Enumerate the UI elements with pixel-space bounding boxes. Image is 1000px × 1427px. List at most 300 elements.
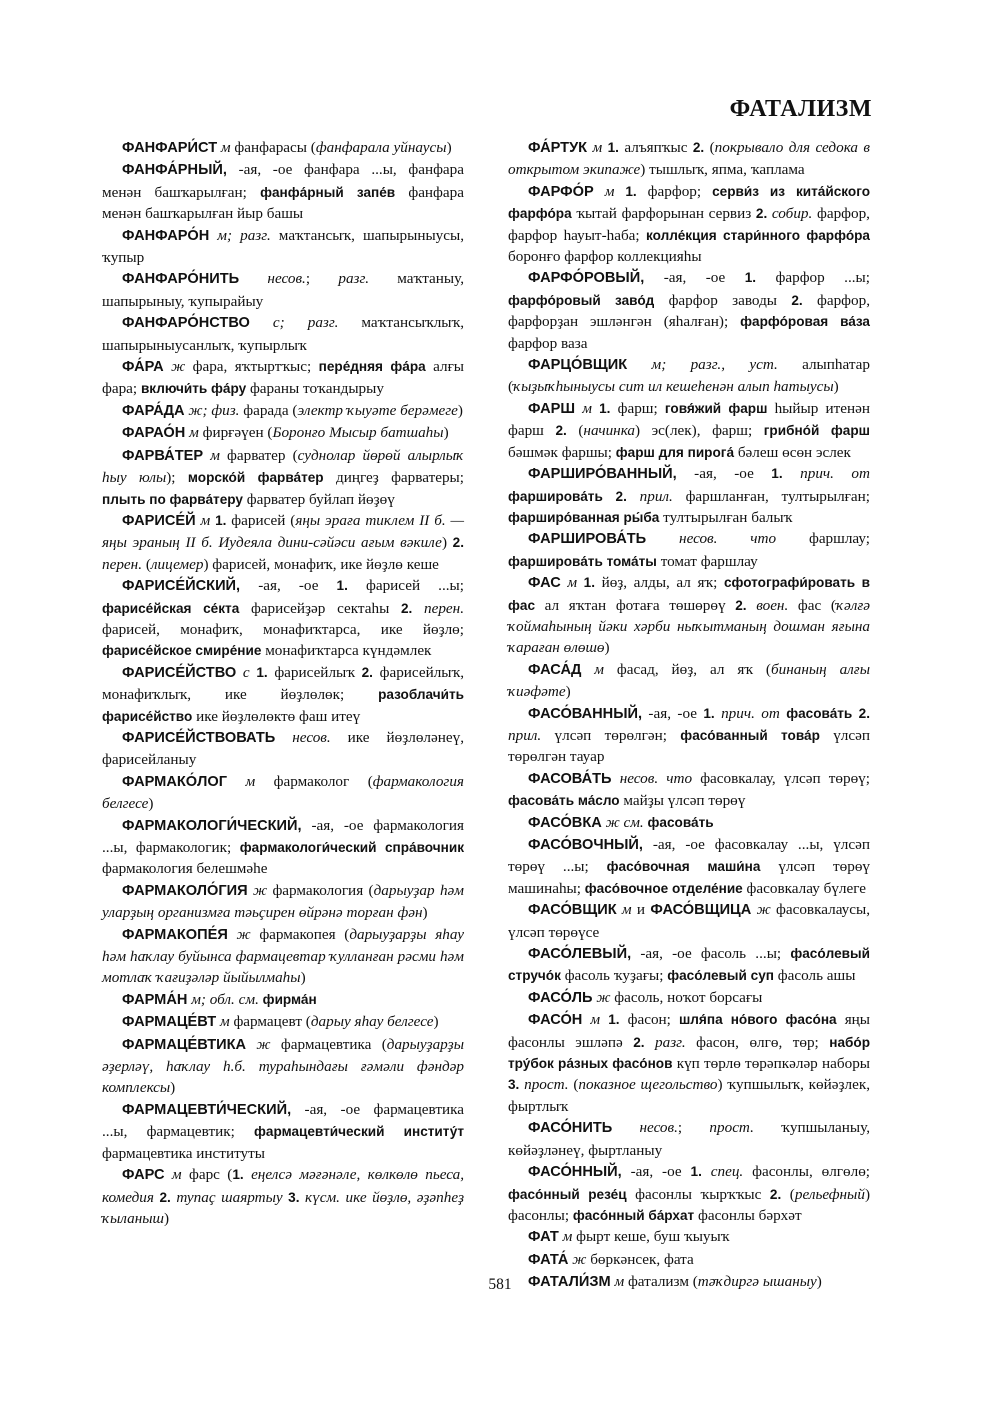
italic-label: фанфарала уйнаусы xyxy=(315,139,447,156)
dictionary-entry xyxy=(508,703,870,768)
headword: ФАСО́ЛЕВЫЙ, xyxy=(528,946,632,963)
italic-label: күсм. ике йөҙлө, әҙәпһеҙ ҡыланыш xyxy=(102,1188,465,1227)
italic-label: показное щегольство xyxy=(578,1076,718,1094)
bold-phrase: 2. xyxy=(400,600,413,616)
dictionary-entry xyxy=(508,267,870,354)
italic-label: прич. от xyxy=(721,704,780,722)
bold-phrase: фасо́левый стручо́к xyxy=(508,946,870,984)
entry-text xyxy=(227,773,245,790)
entry-text: -ая, -ое фанфара ...ы, фанфара менән башҡарылған; xyxy=(102,161,464,201)
italic-label: м; разг. xyxy=(217,226,271,244)
italic-label: м xyxy=(219,1013,230,1031)
bold-phrase: фанфа́рный запе́в xyxy=(260,184,396,200)
headword: ФАРМАКОПЕ́Я xyxy=(122,926,228,943)
entry-text: ) xyxy=(446,139,452,156)
entry-text: фасоль ҡуҙағы; xyxy=(560,967,668,985)
headword: ФАРС xyxy=(122,1167,165,1184)
entry-text: алғы фара; xyxy=(102,358,464,398)
entry-text: фараны тоҡандырыу xyxy=(246,380,384,398)
headword: ФАСО́ВЩИК xyxy=(528,902,617,919)
dictionary-entry xyxy=(508,463,870,528)
entry-text: боронғо фарфор коллекцияһы xyxy=(508,248,702,266)
headword: ФАТА́ xyxy=(528,1251,569,1268)
italic-label: перен. xyxy=(424,599,465,617)
headword: ФАНФА́РНЫЙ, xyxy=(122,162,227,179)
entry-text xyxy=(627,488,640,505)
italic-label: ж xyxy=(572,1250,587,1268)
dictionary-entry xyxy=(508,987,870,1009)
entry-text: фарш; xyxy=(610,399,665,417)
entry-text xyxy=(645,1034,655,1051)
entry-text xyxy=(612,1119,639,1136)
headword: ФАТ xyxy=(528,1229,559,1246)
entry-text: фасоль ашы xyxy=(773,967,856,985)
italic-label: м; разг., уст. xyxy=(651,356,778,374)
bold-phrase: пере́дняя фа́ра xyxy=(318,359,426,375)
dictionary-entry xyxy=(102,727,464,771)
entry-text: ) xyxy=(170,1079,176,1097)
entry-text: монафиҡтарса күндәмлек xyxy=(261,642,432,660)
italic-label: м xyxy=(594,660,604,678)
italic-label: электр ҡыуәте берәмеге xyxy=(297,401,458,419)
bold-phrase: фасова́ть xyxy=(786,705,853,721)
italic-label: дарыу яһау белгесе xyxy=(310,1013,434,1031)
entry-text: ) ҡупшылыҡ, көйәҙлек, фыртлыҡ xyxy=(508,1076,870,1115)
entry-text xyxy=(581,661,594,678)
italic-label: воен. xyxy=(756,596,789,614)
entry-text: ал яҡтан фотаға төшөрөү xyxy=(535,596,736,614)
entry-text: үлсәп төрөү машинаһы; xyxy=(508,858,871,897)
entry-text: ) фасонлы; xyxy=(508,1185,870,1224)
bold-phrase: фирма́н xyxy=(262,991,317,1007)
dictionary-entry xyxy=(102,356,464,400)
dictionary-entry xyxy=(102,662,464,727)
headword: ФАСО́ННЫЙ, xyxy=(528,1164,622,1181)
entry-text: ) xyxy=(441,534,453,552)
entry-text: ) xyxy=(148,795,154,813)
dictionary-entry xyxy=(508,398,870,463)
italic-label: собир. xyxy=(771,205,813,223)
italic-label: м xyxy=(567,574,578,592)
entry-text: фатализм ( xyxy=(624,1273,698,1291)
bold-phrase: фасо́нный ба́рхат xyxy=(572,1207,695,1223)
entry-text: -ая, -ое фармацевтика ...ы, фармацевтик; xyxy=(102,1100,464,1141)
italic-label: несов. xyxy=(267,270,306,288)
italic-label: спец. xyxy=(710,1163,744,1181)
entry-text: фасовкалау бүлеге xyxy=(742,879,867,897)
dictionary-entry xyxy=(102,989,464,1011)
entry-text: -ая, -ое xyxy=(621,1163,691,1181)
headword: ФАРАО́Н xyxy=(122,425,186,442)
headword: ФАРФО́Р xyxy=(528,183,594,200)
italic-label: Боронғо Мысыр батшаһы xyxy=(272,424,444,442)
italic-label: м xyxy=(604,182,615,200)
entry-text: тултырылған балыҡ xyxy=(659,508,793,526)
entry-text: маҡтаныу, шапырыныу, ҡупырайыу xyxy=(102,270,464,310)
headword: ФАРШИРОВА́ТЬ xyxy=(528,531,647,548)
dictionary-entry xyxy=(508,899,870,943)
entry-text: ( xyxy=(781,1185,795,1203)
entry-text xyxy=(600,1011,608,1028)
bold-phrase: 1. xyxy=(744,270,757,286)
entry-text: фармакопея ( xyxy=(250,925,350,943)
entry-text: фара, яҡтыртҡыс; xyxy=(185,358,319,376)
italic-label: м xyxy=(210,446,220,464)
entry-text: ) xyxy=(565,683,571,701)
entry-text: фасон; xyxy=(619,1011,679,1029)
entry-text: маҡтансыҡ, шапырыныусы, ҡупыр xyxy=(102,226,464,267)
italic-label: ж xyxy=(596,988,611,1006)
italic-label: тупаҫ шаяртыу xyxy=(176,1188,283,1206)
entry-text: ); xyxy=(166,469,188,487)
bold-phrase: 1. xyxy=(336,578,348,594)
entry-text xyxy=(246,1036,256,1053)
left-column xyxy=(102,137,464,1229)
entry-text: фарфор ...ы; xyxy=(756,269,870,287)
italic-label: разг. xyxy=(655,1033,686,1051)
entry-text xyxy=(164,358,171,375)
entry-text: үлсәп төрөлгән; xyxy=(541,726,681,744)
headword: ФАНФАРО́НИТЬ xyxy=(122,271,240,288)
entry-text: фасоль, ноҡот борсағы xyxy=(610,988,763,1006)
italic-label: м xyxy=(621,901,632,919)
bold-phrase: 2. xyxy=(452,535,465,551)
entry-text: фарисей, монафиҡ, монафиҡтарса, ике йөҙлө; xyxy=(102,620,464,638)
entry-text: фармацевт ( xyxy=(229,1013,311,1031)
dictionary-entry xyxy=(102,510,464,575)
entry-text: фарватер буйлап йөҙөү xyxy=(242,490,395,508)
headword: ФАНФАРО́НСТВО xyxy=(122,315,250,332)
headword: ФАРМАКОЛОГИ́ЧЕСКИЙ, xyxy=(122,817,302,834)
entry-text: йөҙ, алды, ал яҡ; xyxy=(595,574,724,592)
entry-text: фарисейлыҡ xyxy=(267,663,362,681)
headword: ФАНФАРО́Н xyxy=(122,227,210,244)
headword: ФАСО́ЛЬ xyxy=(528,989,593,1006)
entry-text: ) xyxy=(816,1273,822,1291)
entry-text: -ая, -ое xyxy=(676,465,772,483)
bold-phrase: фарфо́ровый заво́д xyxy=(508,292,655,308)
italic-label: м xyxy=(590,1011,601,1029)
italic-label: еңелсә мәғәнәле, көлкөлө пьеса, комедия xyxy=(102,1166,465,1206)
headword: ФАРМАКОЛО́ГИЯ xyxy=(122,882,248,899)
italic-label: разг. xyxy=(338,270,369,288)
entry-text: фармацевтика институты xyxy=(102,1144,265,1162)
headword: ФАСОВА́ТЬ xyxy=(528,770,612,787)
bold-phrase: говя́жий фарш xyxy=(664,400,768,416)
bold-phrase: 2. xyxy=(361,664,373,680)
entry-text: фарфор; xyxy=(636,182,713,200)
bold-phrase: фарш для пирога́ xyxy=(615,444,735,460)
bold-phrase: фарширо́ванная ры́ба xyxy=(508,509,660,525)
italic-label: ж xyxy=(256,1035,271,1053)
bold-phrase: разоблачи́ть фарисе́йство xyxy=(102,687,464,724)
bold-phrase: 1. xyxy=(583,575,596,591)
italic-label: несов. xyxy=(292,728,331,746)
dictionary-entry xyxy=(508,768,870,812)
italic-label: м xyxy=(562,1228,573,1246)
dictionary-entry xyxy=(508,528,870,572)
headword: ФАСА́Д xyxy=(528,661,582,678)
italic-label: ж xyxy=(171,358,186,376)
bold-phrase: 2. xyxy=(615,488,627,504)
headword: ФАРВА́ТЕР xyxy=(122,447,204,464)
bold-phrase: 1. xyxy=(690,1164,702,1180)
italic-label: лицемер xyxy=(150,555,204,573)
dictionary-entry xyxy=(102,1164,464,1229)
entry-text xyxy=(783,465,800,482)
entry-text: ) эс(лек), фарш; xyxy=(635,422,764,440)
entry-text: -ая, -ое фармакология ...ы, фармакологик; xyxy=(102,816,464,856)
headword: ФАСО́НИТЬ xyxy=(528,1120,613,1137)
italic-label: бинаның алғы ҡиәфәте xyxy=(508,660,871,701)
entry-text: үлсәп төрөлгән тауар xyxy=(508,726,870,766)
entry-text: ) xyxy=(604,639,610,657)
entry-text: бәлеш өсөн эслек xyxy=(734,443,851,461)
entry-text xyxy=(603,488,616,505)
entry-text: күп төрлө төрәпкәләр наборы xyxy=(672,1055,870,1073)
bold-phrase: 2. xyxy=(755,206,768,222)
entry-text: фарада ( xyxy=(239,401,298,419)
bold-phrase: 2. xyxy=(692,140,705,155)
italic-label: ҡыҙыҡһыныусы сит ил кешеһенән алып һатыусы xyxy=(513,378,834,396)
dictionary-entry xyxy=(508,181,870,268)
entry-text: фырт кеше, буш ҡыуыҡ xyxy=(572,1228,730,1246)
entry-text: яңы фасонлы эшләпә xyxy=(508,1011,871,1051)
bold-phrase: фасо́нный резе́ц xyxy=(508,1186,627,1202)
bold-phrase: 3. xyxy=(508,1077,520,1093)
italic-label: м xyxy=(189,424,199,442)
entry-text: фарс ( xyxy=(181,1166,233,1184)
entry-text xyxy=(165,1166,172,1183)
entry-text xyxy=(275,729,292,746)
italic-label: прил. xyxy=(508,726,542,744)
entry-text xyxy=(612,770,620,787)
headword: ФАТАЛИ́ЗМ xyxy=(528,1274,611,1291)
entry-text: фарисей ( xyxy=(226,511,296,529)
dictionary-entry xyxy=(508,659,870,703)
entry-text xyxy=(577,574,584,591)
bold-phrase: 2. xyxy=(791,292,803,308)
bold-phrase: 2. xyxy=(858,705,870,721)
entry-text: фасонлы, өлгөлө; xyxy=(743,1163,871,1181)
dictionary-entry xyxy=(508,137,870,181)
italic-label: рельефный xyxy=(794,1185,865,1203)
dictionary-entry xyxy=(102,924,464,989)
italic-label: несов. что xyxy=(679,530,777,548)
entry-text: бәшмәк фаршы; xyxy=(508,443,616,461)
bold-phrase: плыть по фарва́теру xyxy=(102,491,243,507)
entry-text: фасад, йөҙ, ал яҡ ( xyxy=(604,660,771,678)
bold-phrase: 1. xyxy=(771,466,783,482)
italic-label: м xyxy=(582,399,592,417)
entry-text xyxy=(228,926,237,943)
entry-text: бөркәнсек, фата xyxy=(586,1250,694,1268)
dictionary-entry xyxy=(508,834,870,899)
entry-text: фасовкалаусы, үлсәп төрөүсе xyxy=(508,901,871,941)
italic-label: несов. xyxy=(639,1119,678,1137)
page-number: 581 xyxy=(488,1276,512,1293)
italic-label: ж xyxy=(252,881,268,899)
dictionary-entry xyxy=(102,445,464,510)
headword: ФАСО́ВЩИЦА xyxy=(650,902,752,919)
headword: ФАРШИРО́ВАННЫЙ, xyxy=(528,466,677,483)
entry-text: фарисейҙәр сектаһы xyxy=(239,599,401,617)
italic-label: м xyxy=(220,139,231,156)
headword: ФАНФАРИ́СТ xyxy=(122,140,218,156)
entry-text: -ая, -ое фасовкалау ...ы, үлсәп төрөү ...ы; xyxy=(508,836,870,876)
entry-text: ) xyxy=(443,424,449,442)
italic-label: ж xyxy=(236,925,251,943)
entry-text: фарфор ваза xyxy=(508,334,588,352)
dictionary-entry xyxy=(508,572,870,659)
headword: ФАРИСЕ́ЙСКИЙ, xyxy=(122,578,241,595)
headword: ФАСО́ВОЧНЫЙ, xyxy=(528,837,643,853)
entry-text: алыпһатар ( xyxy=(508,356,870,396)
entry-text xyxy=(412,600,424,617)
bold-phrase: 2. xyxy=(159,1189,171,1205)
entry-text: фасонлы бәрхәт xyxy=(694,1206,802,1224)
dictionary-entry xyxy=(102,268,464,312)
entry-text: фарисейлыҡ, монафиҡлыҡ, ике йөҙлөлөк; xyxy=(102,663,465,704)
headword: ФАРМАЦЕ́ВТИКА xyxy=(122,1036,247,1053)
bold-phrase: включи́ть фа́ру xyxy=(140,381,247,397)
dictionary-entry xyxy=(102,1099,464,1164)
italic-label: ж; физ. xyxy=(188,401,240,419)
italic-label: м xyxy=(614,1273,625,1291)
bold-phrase: колле́кция стари́нного фарфо́ра xyxy=(646,227,870,243)
entry-text: маҡтансыҡлыҡ, шапырыныусанлыҡ, ҡупырлыҡ xyxy=(102,314,465,354)
italic-label: суднолар йөрөй алырлыҡ һыу юлы xyxy=(102,446,464,487)
entry-text: фасон, өлгө, төр; xyxy=(685,1033,830,1051)
entry-text: диңгеҙ фарватеры; xyxy=(323,469,464,487)
italic-label: дарыуҙарҙы яһау һәм һаҡлау буйынса фармацевтар ҡулланған рәсми һәм мотлаҡ ҡағиҙәләр йыйылмаһы xyxy=(102,925,464,987)
bold-phrase: 1. xyxy=(232,1167,244,1183)
italic-label: м xyxy=(245,772,256,790)
entry-text: фармакология ( xyxy=(267,881,374,899)
dictionary-entry xyxy=(102,1034,464,1099)
dictionary-entry xyxy=(102,225,464,269)
italic-label: яңы эраға тиклем II б. — яңы эраның II б. Иудеяла дини-сәйәси ағым вәкиле xyxy=(102,511,465,552)
italic-label: с xyxy=(242,663,250,681)
dictionary-entry xyxy=(102,159,464,224)
headword: ФАРЦО́ВЩИК xyxy=(528,357,628,374)
headword: ФАРФО́РОВЫЙ, xyxy=(528,270,645,287)
italic-label: м xyxy=(171,1166,182,1184)
entry-text: фармаколог ( xyxy=(255,772,373,790)
bold-phrase: фарширова́ть тома́ты xyxy=(508,553,657,569)
italic-label: м; обл. см. xyxy=(191,990,259,1008)
bold-phrase: фарисе́йское смире́ние xyxy=(102,643,262,659)
dictionary-entry xyxy=(102,1011,464,1033)
dictionary-entry xyxy=(508,812,870,834)
entry-text: һыйыр итенән фарш xyxy=(508,399,870,440)
entry-text: ) xyxy=(457,401,463,419)
bold-phrase: сфотографи́ровать в фас xyxy=(508,575,871,613)
headword: ФАРИСЕ́ЙСТВОВАТЬ xyxy=(122,729,276,746)
entry-text: майҙы үлсәп төрөү xyxy=(619,792,746,810)
dictionary-entry xyxy=(102,880,464,924)
italic-label: прил. xyxy=(639,487,673,505)
dictionary-entry xyxy=(508,943,870,987)
entry-text: ) тышлыҡ, япма, ҡаплама xyxy=(640,161,805,179)
entry-text: ҡытай фарфорынан сервиз xyxy=(571,205,756,223)
bold-phrase: 3. xyxy=(288,1189,300,1205)
entry-text: ҡупшыланыу, көйәҙләнеү, фыртланыу xyxy=(508,1119,870,1159)
bold-phrase: фасова́ть ма́сло xyxy=(508,793,620,809)
bold-phrase: фасова́ть xyxy=(647,814,714,830)
headword: ФАРИСЕ́ЙСТВО xyxy=(122,664,237,681)
entry-text: -ая, -ое xyxy=(642,704,704,722)
bold-phrase: фармакологи́ческий спра́вочник xyxy=(239,840,464,855)
entry-text xyxy=(747,597,757,614)
entry-text: -ая, -ое xyxy=(240,577,337,595)
dictionary-entry xyxy=(102,575,464,662)
italic-label: покрывало для седока в открытом экипаже xyxy=(508,139,871,179)
italic-label: с; разг. xyxy=(272,314,339,332)
bold-phrase: фарисе́йская се́кта xyxy=(102,600,240,616)
dictionary-entry xyxy=(102,312,464,356)
entry-text: фармакология белешмәһе xyxy=(102,860,268,878)
bold-phrase: 1. xyxy=(625,183,637,199)
dictionary-entry xyxy=(508,354,870,398)
dictionary-entry xyxy=(102,422,464,444)
entry-text: ) xyxy=(300,969,306,987)
entry-text: фанфарасы ( xyxy=(230,139,316,156)
italic-label: дарыуҙарҙы әҙерләү, һаҡлау һ.б. тураһындағы ғәмәли фәндәр комплексы xyxy=(102,1035,464,1097)
bold-phrase: фарфо́ровая ва́за xyxy=(740,314,870,330)
italic-label: прост. xyxy=(709,1119,754,1137)
headword: ФАРМАЦЕВТИ́ЧЕСКИЙ, xyxy=(122,1101,292,1118)
headword: ФАСО́ВКА xyxy=(528,814,602,831)
dictionary-entry xyxy=(508,1249,870,1271)
entry-text xyxy=(614,183,625,200)
bold-phrase: 1. xyxy=(608,1012,620,1028)
dictionary-entry xyxy=(508,1009,870,1117)
entry-text xyxy=(244,1166,251,1183)
dictionary-entry xyxy=(508,1226,870,1248)
bold-phrase: 1. xyxy=(256,664,268,680)
bold-phrase: грибно́й фарш xyxy=(763,423,870,439)
italic-label: дарыуҙар һәм уларҙың организмға тәьҫирен өйрәнә торған фән xyxy=(102,881,464,922)
entry-text: ) xyxy=(163,1209,170,1227)
entry-text: фас ( xyxy=(788,596,836,614)
italic-label: ж xyxy=(756,901,771,919)
entry-text: алъяпҡыс xyxy=(618,139,693,156)
bold-phrase: набо́р тру́бок ра́зных фасо́нов xyxy=(508,1034,871,1072)
entry-text: и xyxy=(631,901,651,919)
bold-phrase: 1. xyxy=(215,512,227,528)
entry-text: ) xyxy=(422,904,428,922)
bold-phrase: фасо́ванный това́р xyxy=(680,727,820,743)
bold-phrase: фасо́левый суп xyxy=(667,968,774,984)
headword: ФА́РТУК xyxy=(528,140,588,156)
dictionary-entry xyxy=(102,815,464,880)
headword: ФАРМА́Н xyxy=(122,991,188,1008)
dictionary-entry xyxy=(508,1161,870,1226)
entry-text: фарфор, фарфор һауыт-һаба; xyxy=(508,205,870,244)
bold-phrase: 2. xyxy=(633,1034,645,1050)
bold-phrase: серви́з из кита́йского фарфо́ра xyxy=(508,183,870,222)
headword: ФАРИСЕ́Й xyxy=(122,512,196,529)
entry-text: фанфара менән башҡарылған йыр башы xyxy=(102,183,464,223)
bold-phrase: 2. xyxy=(769,1186,782,1202)
dictionary-entry xyxy=(102,400,464,422)
entry-text: ( xyxy=(566,422,584,440)
entry-text: фарфор заводы xyxy=(654,291,792,309)
entry-text xyxy=(627,356,651,373)
entry-text: ) xyxy=(833,378,839,396)
entry-text: томат фаршлау xyxy=(656,552,758,570)
